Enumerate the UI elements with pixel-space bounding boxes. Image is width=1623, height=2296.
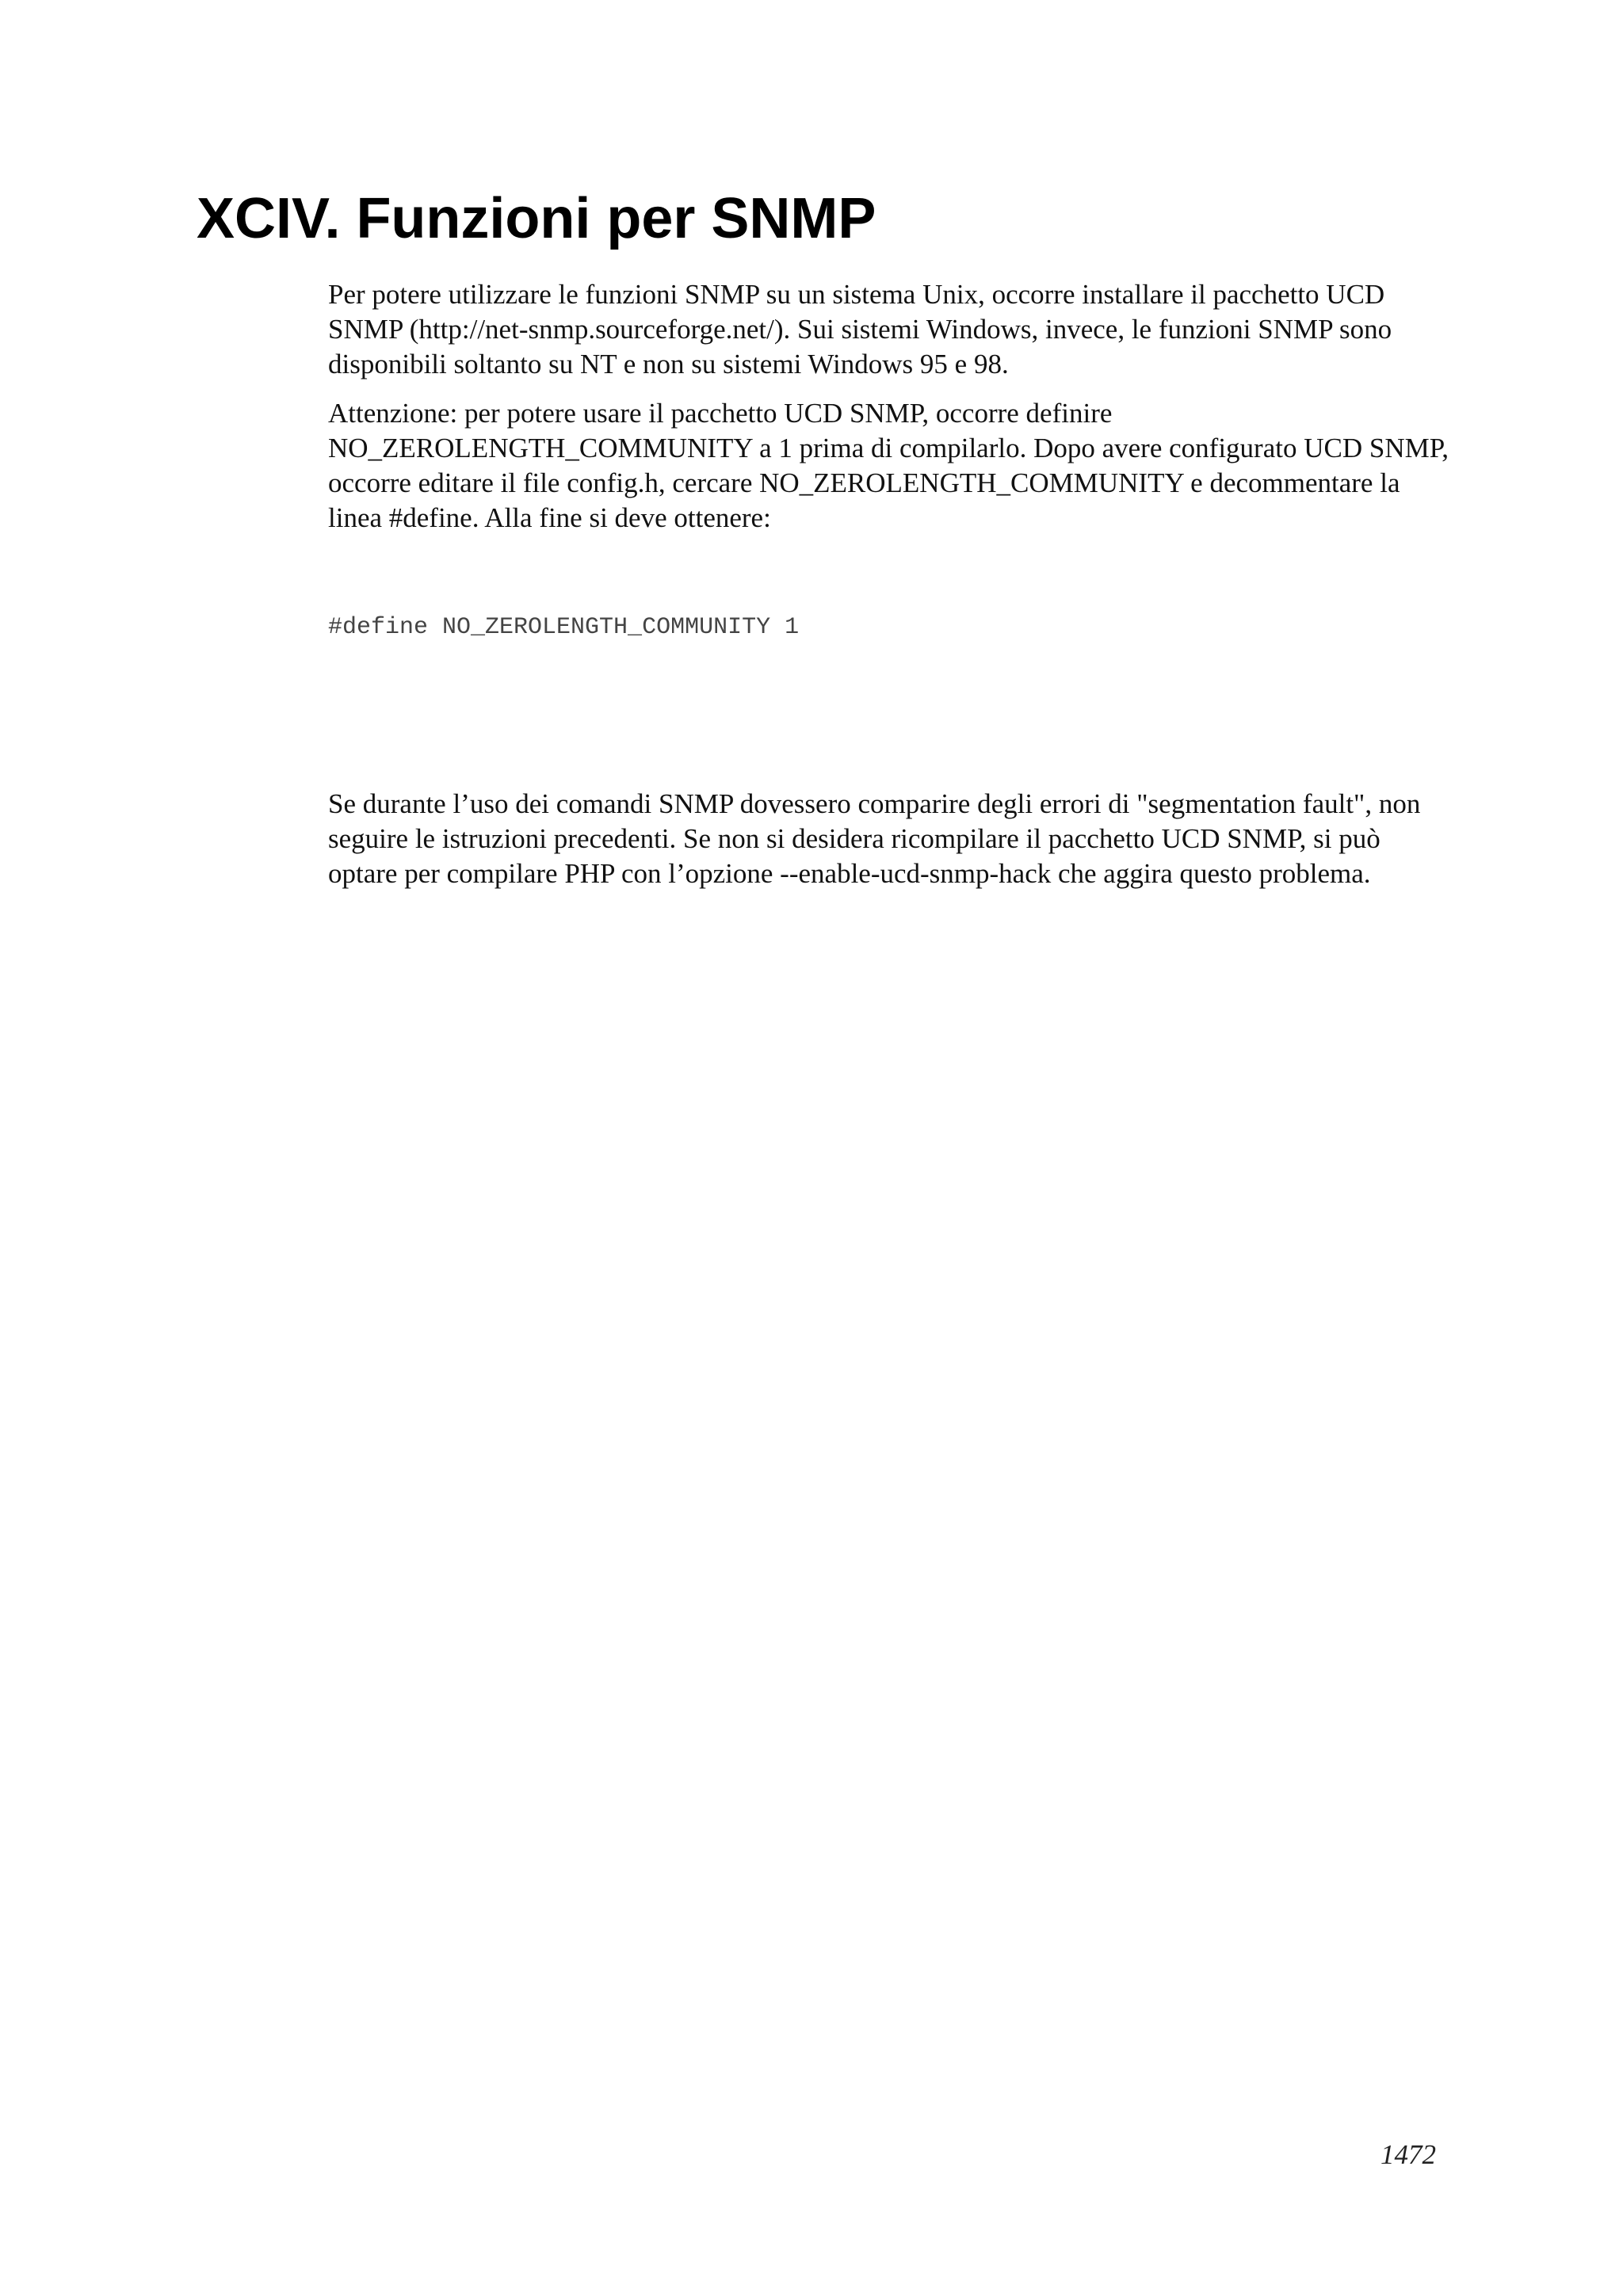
paragraph-line: SNMP (http://net-snmp.sourceforge.net/). Sui sistemi Windows, invece, le funzioni SNMP sono — [328, 314, 1392, 345]
paragraph-line: linea #define. Alla fine si deve ottenere: — [328, 502, 771, 533]
paragraph-line: occorre editare il file config.h, cercare NO_ZEROLENGTH_COMMUNITY e decommentare la — [328, 467, 1400, 498]
paragraph-line: disponibili soltanto su NT e non su sistemi Windows 95 e 98. — [328, 349, 1009, 379]
page-number: 1472 — [1381, 2139, 1436, 2170]
paragraph-line: NO_ZEROLENGTH_COMMUNITY a 1 prima di compilarlo. Dopo avere configurato UCD SNMP, — [328, 433, 1449, 463]
paragraph-line: Se durante l’uso dei comandi SNMP dovessero comparire degli errori di "segmentation fault", non — [328, 788, 1421, 819]
paragraph-line: seguire le istruzioni precedenti. Se non si desidera ricompilare il pacchetto UCD SNMP, si può — [328, 823, 1381, 854]
paragraph-line: Attenzione: per potere usare il pacchetto UCD SNMP, occorre definire — [328, 398, 1113, 429]
segfault-paragraph — [328, 787, 1438, 891]
attention-paragraph — [328, 396, 1449, 536]
code-example: #define NO_ZEROLENGTH_COMMUNITY 1 — [328, 614, 800, 641]
paragraph-line: Per potere utilizzare le funzioni SNMP su un sistema Unix, occorre installare il pacchetto UCD — [328, 279, 1385, 310]
page-title: XCIV. Funzioni per SNMP — [197, 187, 876, 250]
intro-paragraph — [328, 277, 1438, 382]
paragraph-line: optare per compilare PHP con l’opzione --enable-ucd-snmp-hack che aggira questo problema. — [328, 858, 1371, 889]
